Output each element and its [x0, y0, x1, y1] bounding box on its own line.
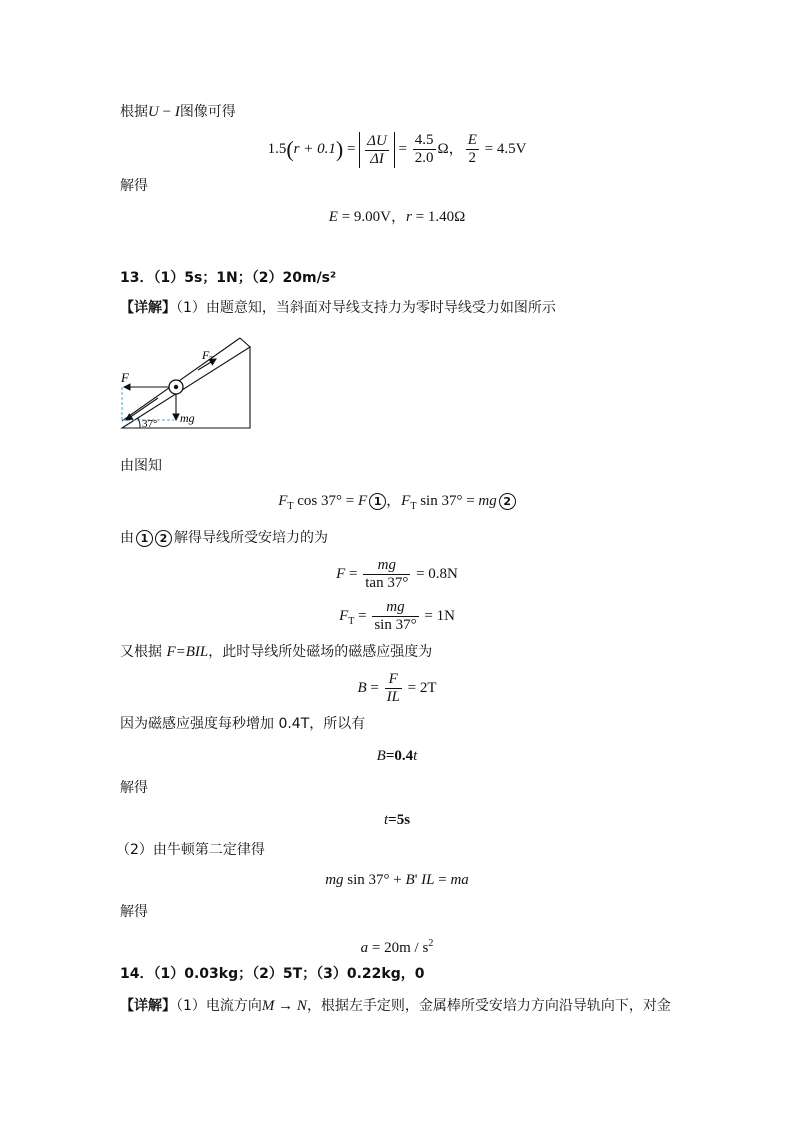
circled-1: 1: [369, 493, 386, 510]
label-ft-main: F: [202, 348, 210, 362]
equation-1: 1.5(r + 0.1) = $\frac{\Delta U}{\Delta I}$ = $\frac{4.5}{2.0}$ Ω， $\frac{E}{2}$ = 4.5V: [267, 132, 527, 167]
text: ，根据左手定则，金属棒所受安培力方向沿导轨向下，对金: [306, 998, 671, 1014]
separator: ，: [448, 139, 464, 157]
q13-header: 13．（1）5s；1N；（2）20m/s²: [120, 270, 337, 286]
text: 由: [120, 530, 134, 546]
paragraph-ui-graph: [120, 102, 236, 122]
equation-8: [0, 810, 794, 830]
denominator: 2.0: [414, 150, 434, 167]
separator: ，: [386, 491, 402, 509]
equals: =: [366, 680, 383, 696]
prime: ': [414, 872, 422, 888]
label-ft-sub: T: [209, 355, 215, 364]
var-b: B: [357, 680, 367, 696]
value-r: = 1.40Ω: [411, 209, 466, 225]
superscript: 2: [428, 938, 434, 949]
numerator: 4.5: [414, 132, 434, 149]
sub-t: T: [348, 616, 355, 627]
equals: =: [354, 608, 371, 624]
paragraph-bil: [120, 642, 432, 662]
var-t: t: [383, 812, 389, 828]
incline-cap: [240, 338, 250, 347]
var-mg: mg: [478, 493, 497, 509]
equation-10: [0, 934, 794, 958]
denominator: 2: [468, 150, 477, 167]
denominator: tan 37°: [365, 575, 409, 592]
var-r: r: [406, 209, 412, 225]
equals: =: [480, 141, 497, 157]
var-u: U: [148, 104, 159, 120]
solve-label: 解得: [120, 780, 148, 796]
label-mg: mg: [180, 411, 195, 425]
q14-header: 14．（1）0.03kg；（2）5T；（3）0.22kg，0: [120, 966, 425, 982]
from-figure: 由图知: [120, 458, 162, 474]
text: ，此时导线所处磁场的磁感应强度为: [208, 644, 433, 660]
var-e: E: [328, 209, 338, 225]
incline-arrow: [126, 398, 158, 420]
var-i: I: [174, 104, 180, 120]
text: 又根据: [120, 644, 167, 660]
equation-4: [0, 556, 794, 592]
numerator: E: [467, 132, 477, 149]
equals: =: [394, 141, 411, 157]
circled-2: 2: [499, 493, 516, 510]
inner: r + 0.1: [293, 141, 336, 157]
var-ft: F: [278, 493, 288, 509]
fraction: [413, 132, 436, 167]
var-ma: ma: [450, 872, 469, 888]
arrow: →: [274, 998, 297, 1014]
text: （1）电流方向: [176, 998, 262, 1014]
sub-t: T: [410, 501, 417, 512]
numerator: F: [385, 671, 402, 689]
var-t: t: [413, 748, 418, 764]
solve-label: 解得: [120, 178, 148, 194]
fraction: [385, 671, 402, 706]
var-mg: mg: [325, 872, 344, 888]
fraction: [372, 599, 418, 634]
equals: =: [345, 566, 362, 582]
var-n: N: [296, 998, 307, 1014]
numerator: mg: [372, 599, 418, 617]
numerator: mg: [363, 557, 410, 575]
rope-line: [122, 338, 240, 421]
label-ft: [201, 348, 214, 364]
value: =5s: [388, 812, 411, 828]
unit: Ω: [437, 141, 449, 157]
paragraph-increase: 因为磁感应强度每秒增加 0.4T，所以有: [120, 716, 366, 732]
minus: −: [158, 104, 175, 120]
formula: F=BIL: [166, 644, 209, 660]
value: 4.5V: [496, 141, 527, 157]
wire-dot-icon: [174, 385, 178, 389]
sin-term: sin 37° =: [416, 493, 479, 509]
circled-2: 2: [155, 530, 172, 547]
circled-1: 1: [136, 530, 153, 547]
separator: ，: [391, 207, 407, 225]
cos-term: cos 37° =: [293, 493, 358, 509]
label-f: F: [121, 370, 129, 385]
var-b: B: [376, 748, 386, 764]
var-il: IL: [421, 872, 435, 888]
force-diagram: [118, 332, 254, 432]
var-ft: F: [339, 608, 349, 624]
detail-tag: 【详解】: [120, 998, 176, 1014]
fraction: [363, 557, 410, 592]
equation-5: [0, 598, 794, 640]
value: =0.4: [385, 748, 414, 764]
paragraph-newton: （2）由牛顿第二定律得: [116, 842, 265, 858]
denominator: IL: [386, 689, 400, 706]
equals: =: [343, 141, 360, 157]
from-1-2: [120, 528, 328, 548]
value-e: = 9.00V: [337, 209, 391, 225]
equation-6: [0, 670, 794, 706]
equation-2: [0, 206, 794, 227]
q14-detail: [120, 996, 671, 1016]
value: = 0.8N: [412, 566, 458, 582]
delta-i: ΔI: [370, 150, 384, 167]
equals: =: [434, 872, 451, 888]
var-f: F: [336, 566, 346, 582]
equation-3: [0, 490, 794, 517]
text: 解得导线所受安培力的为: [174, 530, 328, 546]
equation-7: [0, 746, 794, 766]
q13-detail: [120, 298, 556, 318]
text: （1）由题意知，当斜面对导线支持力为零时导线受力如图所示: [176, 300, 556, 316]
sub-t: T: [287, 501, 294, 512]
denominator: sin 37°: [374, 617, 417, 634]
coef: 1.5: [267, 141, 287, 157]
var-f: F: [357, 493, 368, 509]
detail-tag: 【详解】: [120, 300, 176, 316]
equation-9: [0, 870, 794, 890]
var-ft: F: [401, 493, 411, 509]
text: 根据: [120, 104, 148, 120]
delta-u: ΔU: [367, 132, 387, 149]
var-m: M: [261, 998, 275, 1014]
value: = 1N: [420, 608, 455, 624]
value: = 2T: [403, 680, 437, 696]
fraction-e: [466, 132, 479, 167]
sin-term: sin 37° +: [343, 872, 406, 888]
var-b: B: [405, 872, 415, 888]
text: 图像可得: [179, 104, 236, 120]
label-angle: 37°: [142, 418, 158, 430]
value: = 20m / s: [368, 940, 429, 956]
solve-label: 解得: [120, 904, 148, 920]
var-a: a: [360, 940, 369, 956]
abs-fraction: [359, 132, 395, 168]
